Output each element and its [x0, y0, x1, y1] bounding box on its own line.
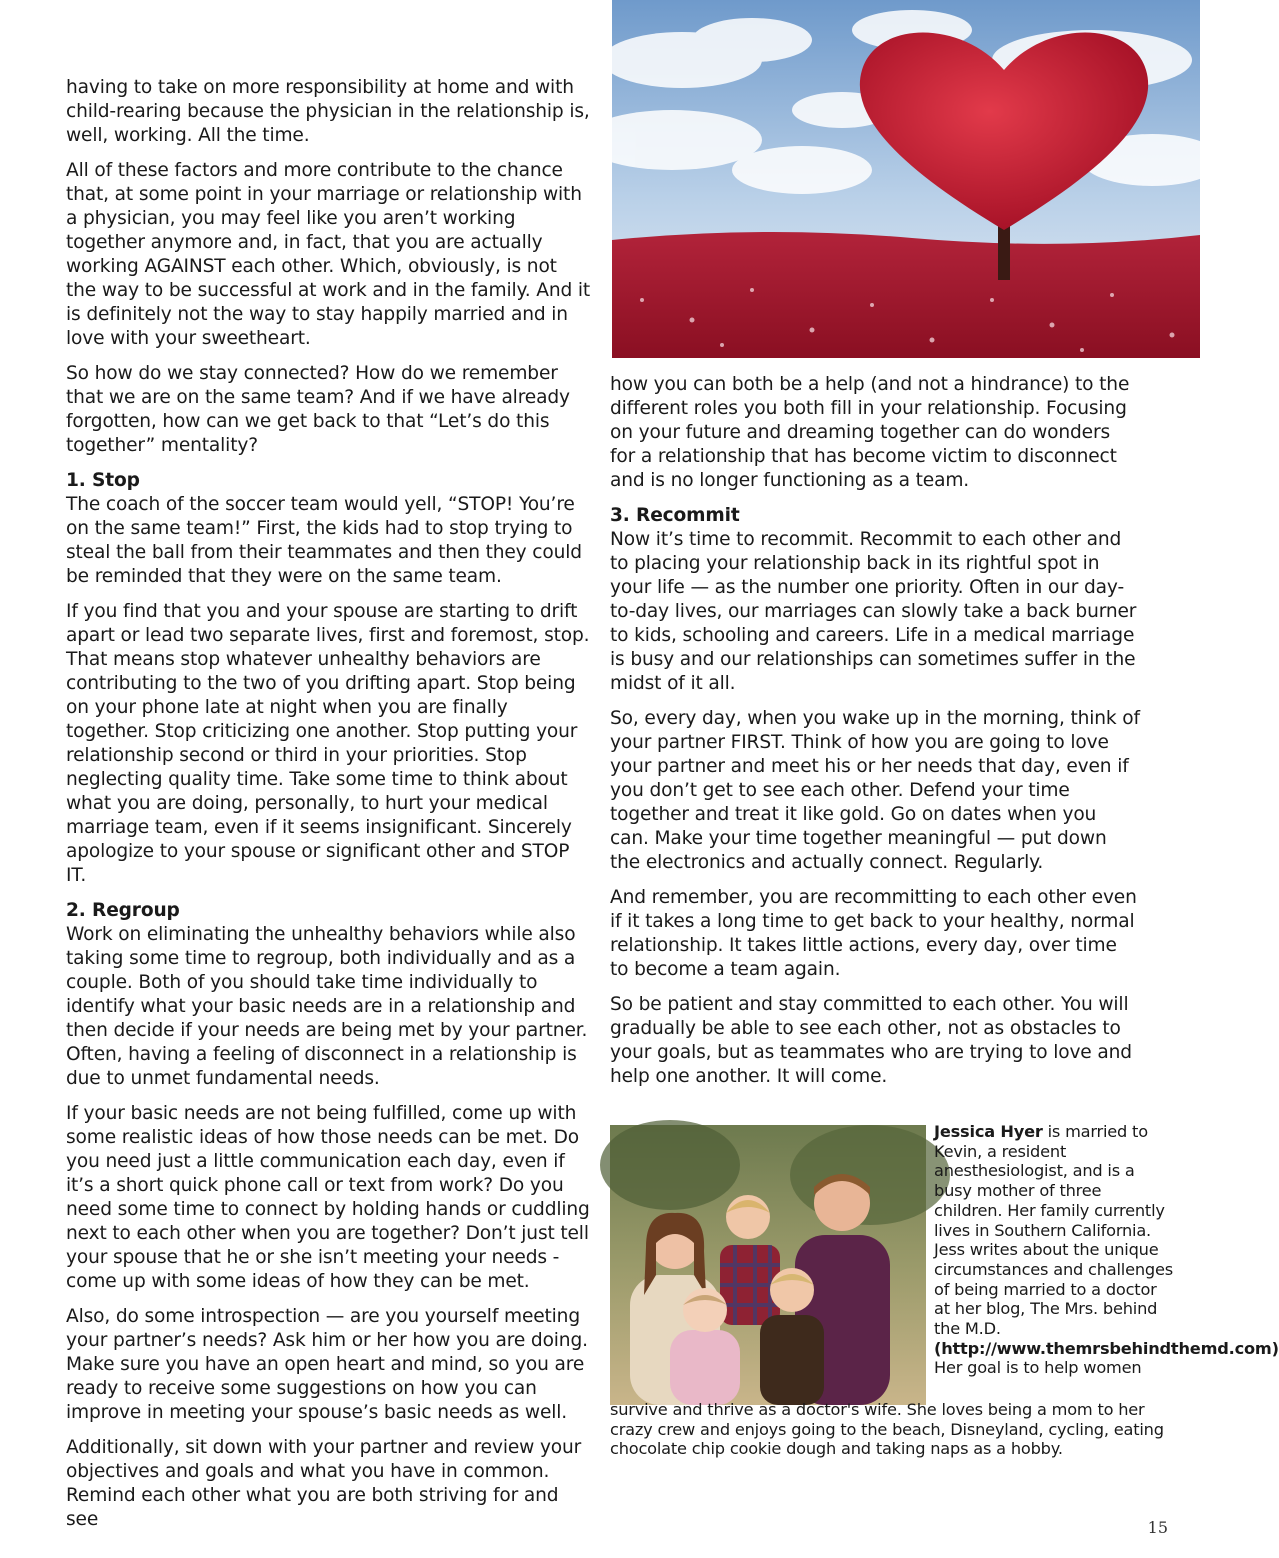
paragraph: If your basic needs are not being fulfilled, come up with some realistic ideas of how those needs can be met. Do you need just a little communication each day, even if it’s a short quick phone call or text from work? Do you need some time to connect by holding hands or cuddling next to each other when you are together? Don’t just tell your spouse that he or she isn’t meeting your needs - come up with some ideas of how they can be met.	[66, 1103, 590, 1292]
paragraph: Also, do some introspection — are you yourself meeting your partner’s needs? Ask him or her how you are doing. Make sure you have an open heart and mind, so you are ready to receive some suggestions on how you can improve in meeting your spouse’s basic needs as well.	[66, 1306, 588, 1423]
right-column	[610, 373, 1140, 1100]
left-column	[66, 76, 592, 1543]
paragraph: And remember, you are recommitting to each other even if it takes a long time to get back to your healthy, normal relationship. It takes little actions, every day, over time to become a team again.	[610, 887, 1137, 980]
author-name: Jessica Hyer	[934, 1122, 1043, 1141]
paragraph: All of these factors and more contribute to the chance that, at some point in your marriage or relationship with a physician, you may feel like you aren’t working together anymore and, in fact, that you are actually working AGAINST each other. Which, obviously, is not the way to be successful at work and in the family. And it is definitely not the way to stay happily married and in love with your sweetheart.	[66, 160, 591, 349]
section-heading-recommit: 3. Recommit	[610, 505, 740, 526]
section-heading-regroup: 2. Regroup	[66, 900, 180, 921]
paragraph: The coach of the soccer team would yell, “STOP! You’re on the same team!” First, the kids had to stop trying to steal the ball from their teammates and then they could be reminded that they were on the same team.	[66, 494, 582, 587]
bio-text: Her goal is to help women	[934, 1358, 1142, 1378]
paragraph: So be patient and stay committed to each other. You will gradually be able to see each other, not as obstacles to your goals, but as teammates who are trying to love and help one another. It will come.	[610, 994, 1132, 1087]
paragraph: Now it’s time to recommit. Recommit to each other and to placing your relationship back in its rightful spot in your life — as the number one priority. Often in our day-to-day lives, our marriages can slowly take a back burner to kids, schooling and careers. Life in a medical marriage is busy and our relationships can sometimes suffer in the midst of it all.	[610, 529, 1137, 694]
paragraph: If you find that you and your spouse are starting to drift apart or lead two separate lives, first and foremost, stop. That means stop whatever unhealthy behaviors are contributing to the two of you drifting apart. Stop being on your phone late at night when you are finally together. Stop criticizing one another. Stop putting your relationship second or third in your priorities. Stop neglecting quality time. Take some time to think about what you are doing, personally, to hurt your medical marriage team, even if it seems insignificant. Sincerely apologize to your spouse or significant other and STOP IT.	[66, 601, 590, 886]
paragraph: Work on eliminating the unhealthy behaviors while also taking some time to regroup, both individually and as a couple. Both of you should take time individually to identify what your basic needs are in a relationship and then decide if your needs are being met by your partner. Often, having a feeling of disconnect in a relationship is due to unmet fundamental needs.	[66, 924, 588, 1089]
paragraph: having to take on more responsibility at home and with child-rearing because the physician in the relationship is, well, working. All the time.	[66, 77, 590, 146]
author-bio-continued	[610, 1400, 1170, 1459]
author-family-photo	[610, 1125, 926, 1405]
author-bio	[934, 1122, 1279, 1378]
page-number: 15	[1147, 1518, 1168, 1537]
paragraph: Additionally, sit down with your partner and review your objectives and goals and what you have in common. Remind each other what you are both striving for and see	[66, 1437, 582, 1530]
paragraph: how you can both be a help (and not a hindrance) to the different roles you both fill in your relationship. Focusing on your future and dreaming together can do wonders for a relationship that has become victim to disconnect and is no longer functioning as a team.	[610, 374, 1130, 491]
section-heading-stop: 1. Stop	[66, 470, 140, 491]
paragraph: So how do we stay connected? How do we remember that we are on the same team? And if we have already forgotten, how can we get back to that “Let’s do this together” mentality?	[66, 363, 570, 456]
paragraph: So, every day, when you wake up in the morning, think of your partner FIRST. Think of how you are going to love your partner and meet his or her needs that day, even if you don’t get to see each other. Defend your time together and treat it like gold. Go on dates when you can. Make your time together meaningful — put down the electronics and actually connect. Regularly.	[610, 708, 1140, 873]
bio-text: is married to Kevin, a resident anesthesiologist, and is a busy mother of three children. Her family currently lives in Southern California. Jess writes about the unique circumstances and challenges of being married to a doctor at her blog, The Mrs. behind the M.D.	[934, 1122, 1173, 1339]
author-blog-link[interactable]: (http://www.themrsbehindthemd.com)	[934, 1338, 1279, 1358]
heart-tree-image	[612, 0, 1200, 358]
bio-text: survive and thrive as a doctor's wife. She loves being a mom to her crazy crew and enjoys going to the beach, Disneyland, cycling, eating chocolate chip cookie dough and taking naps as a hobby.	[610, 1400, 1164, 1459]
